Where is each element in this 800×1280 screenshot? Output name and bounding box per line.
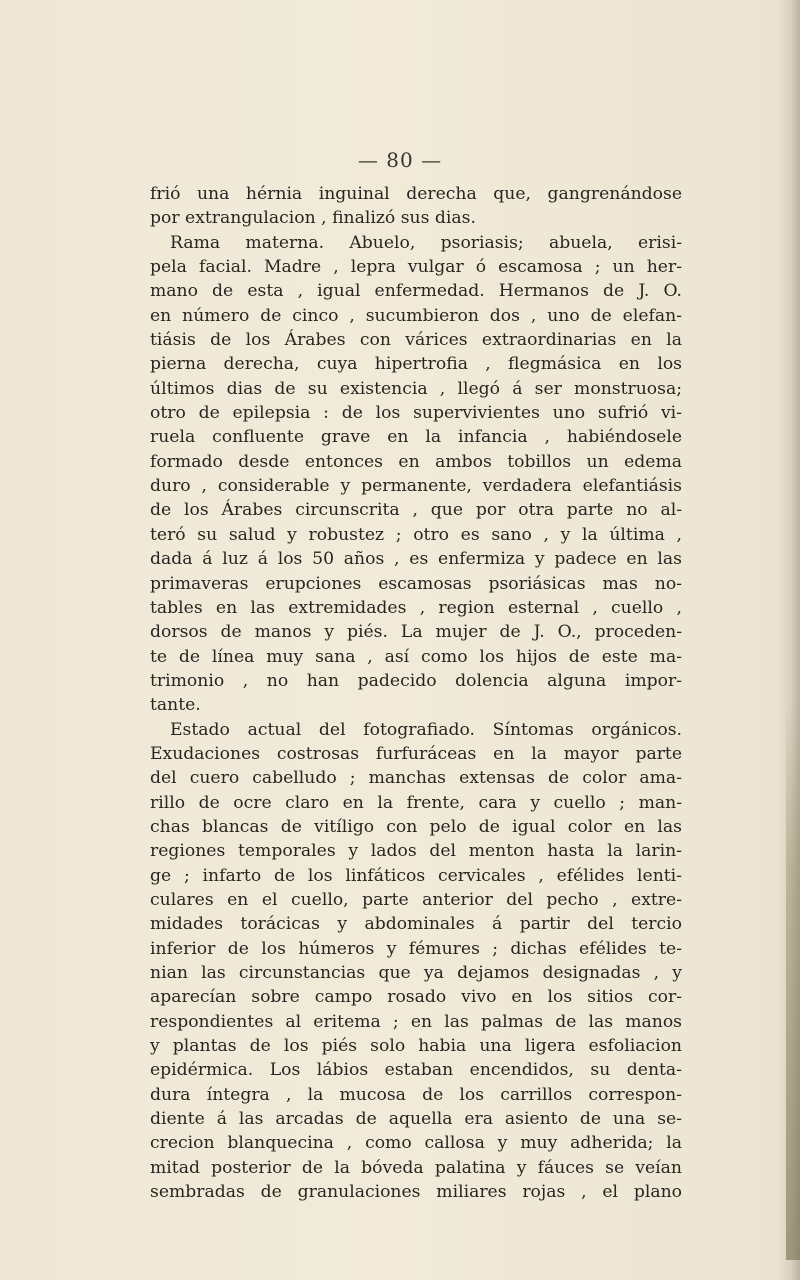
text-line: frió una hérnia inguinal derecha que, gangrenándose <box>150 184 682 204</box>
text-line: otro de epilepsia : de los supervivientes uno sufrió vi- <box>150 403 682 424</box>
text-line: últimos dias de su existencia , llegó á ser monstruosa; <box>150 378 682 399</box>
text-line: mitad posterior de la bóveda palatina y fáuces se veían <box>150 1157 682 1178</box>
text-line: trimonio , no han padecido dolencia alguna impor- <box>150 670 682 691</box>
text-line: dorsos de manos y piés. La mujer de J. O., proceden- <box>150 622 682 643</box>
text-line: dura íntegra , la mucosa de los carrillos correspon- <box>150 1084 682 1105</box>
text-line: sembradas de granulaciones miliares rojas , el plano <box>150 1182 682 1203</box>
text-line: primaveras erupciones escamosas psoriásicas mas no- <box>150 573 682 594</box>
text-line: teró su salud y robustez ; otro es sano , y la última , <box>150 524 682 545</box>
text-line: chas blancas de vitíligo con pelo de igual color en las <box>150 816 682 837</box>
text-line: te de línea muy sana , así como los hijos de este ma- <box>150 646 682 667</box>
text-line: epidérmica. Los lábios estaban encendidos, su denta- <box>150 1060 682 1081</box>
text-line: pierna derecha, cuya hipertrofia , flegmásica en los <box>150 354 682 375</box>
text-line: tante. <box>150 695 201 716</box>
text-line: dada á luz á los 50 años , es enfermiza y padece en las <box>150 549 682 570</box>
text-line: ge ; infarto de los linfáticos cervicales , efélides lenti- <box>150 865 682 886</box>
text-line: mano de esta , igual enfermedad. Hermanos de J. O. <box>150 281 682 302</box>
text-line: del cuero cabelludo ; manchas extensas de color ama- <box>150 768 682 789</box>
text-line: ruela confluente grave en la infancia , habiéndosele <box>150 427 682 448</box>
text-line: respondientes al eritema ; en las palmas de las manos <box>150 1011 682 1032</box>
text-line: tiásis de los Árabes con várices extraordinarias en la <box>150 330 682 351</box>
page-edge-stain <box>786 700 800 1260</box>
body-text <box>150 182 682 1204</box>
text-line: aparecían sobre campo rosado vivo en los sitios cor- <box>150 987 682 1008</box>
section-heading-line: Estado actual del fotografiado. Síntomas orgánicos. <box>170 719 682 740</box>
text-line: Rama materna. Abuelo, psoriasis; abuela, erisi- <box>170 232 682 253</box>
text-line: regiones temporales y lados del menton hasta la larin- <box>150 841 682 862</box>
text-line: diente á las arcadas de aquella era asiento de una se- <box>150 1109 682 1130</box>
text-line: formado desde entonces en ambos tobillos un edema <box>150 451 682 472</box>
text-line: Exudaciones costrosas furfuráceas en la mayor parte <box>150 743 682 764</box>
text-line: y plantas de los piés solo habia una ligera esfoliacion <box>150 1036 682 1057</box>
page-number: — 80 — <box>357 148 443 172</box>
text-line: inferior de los húmeros y fémures ; dichas efélides te- <box>150 938 682 959</box>
text-line: de los Árabes circunscrita , que por otra parte no al- <box>150 500 682 521</box>
text-line: en número de cinco , sucumbieron dos , uno de elefan- <box>150 305 682 326</box>
text-line: culares en el cuello, parte anterior del pecho , extre- <box>150 889 682 910</box>
text-line: midades torácicas y abdominales á partir del tercio <box>150 914 682 935</box>
text-line: nian las circunstancias que ya dejamos designadas , y <box>150 963 682 983</box>
text-line: crecion blanquecina , como callosa y muy adherida; la <box>150 1133 682 1154</box>
text-line: pela facial. Madre , lepra vulgar ó escamosa ; un her- <box>150 257 682 278</box>
text-line: por extrangulacion , finalizó sus dias. <box>150 208 476 229</box>
text-line: tables en las extremidades , region esternal , cuello , <box>150 597 682 618</box>
text-line: duro , considerable y permanente, verdadera elefantiásis <box>150 476 682 497</box>
text-line: rillo de ocre claro en la frente, cara y cuello ; man- <box>150 792 682 813</box>
